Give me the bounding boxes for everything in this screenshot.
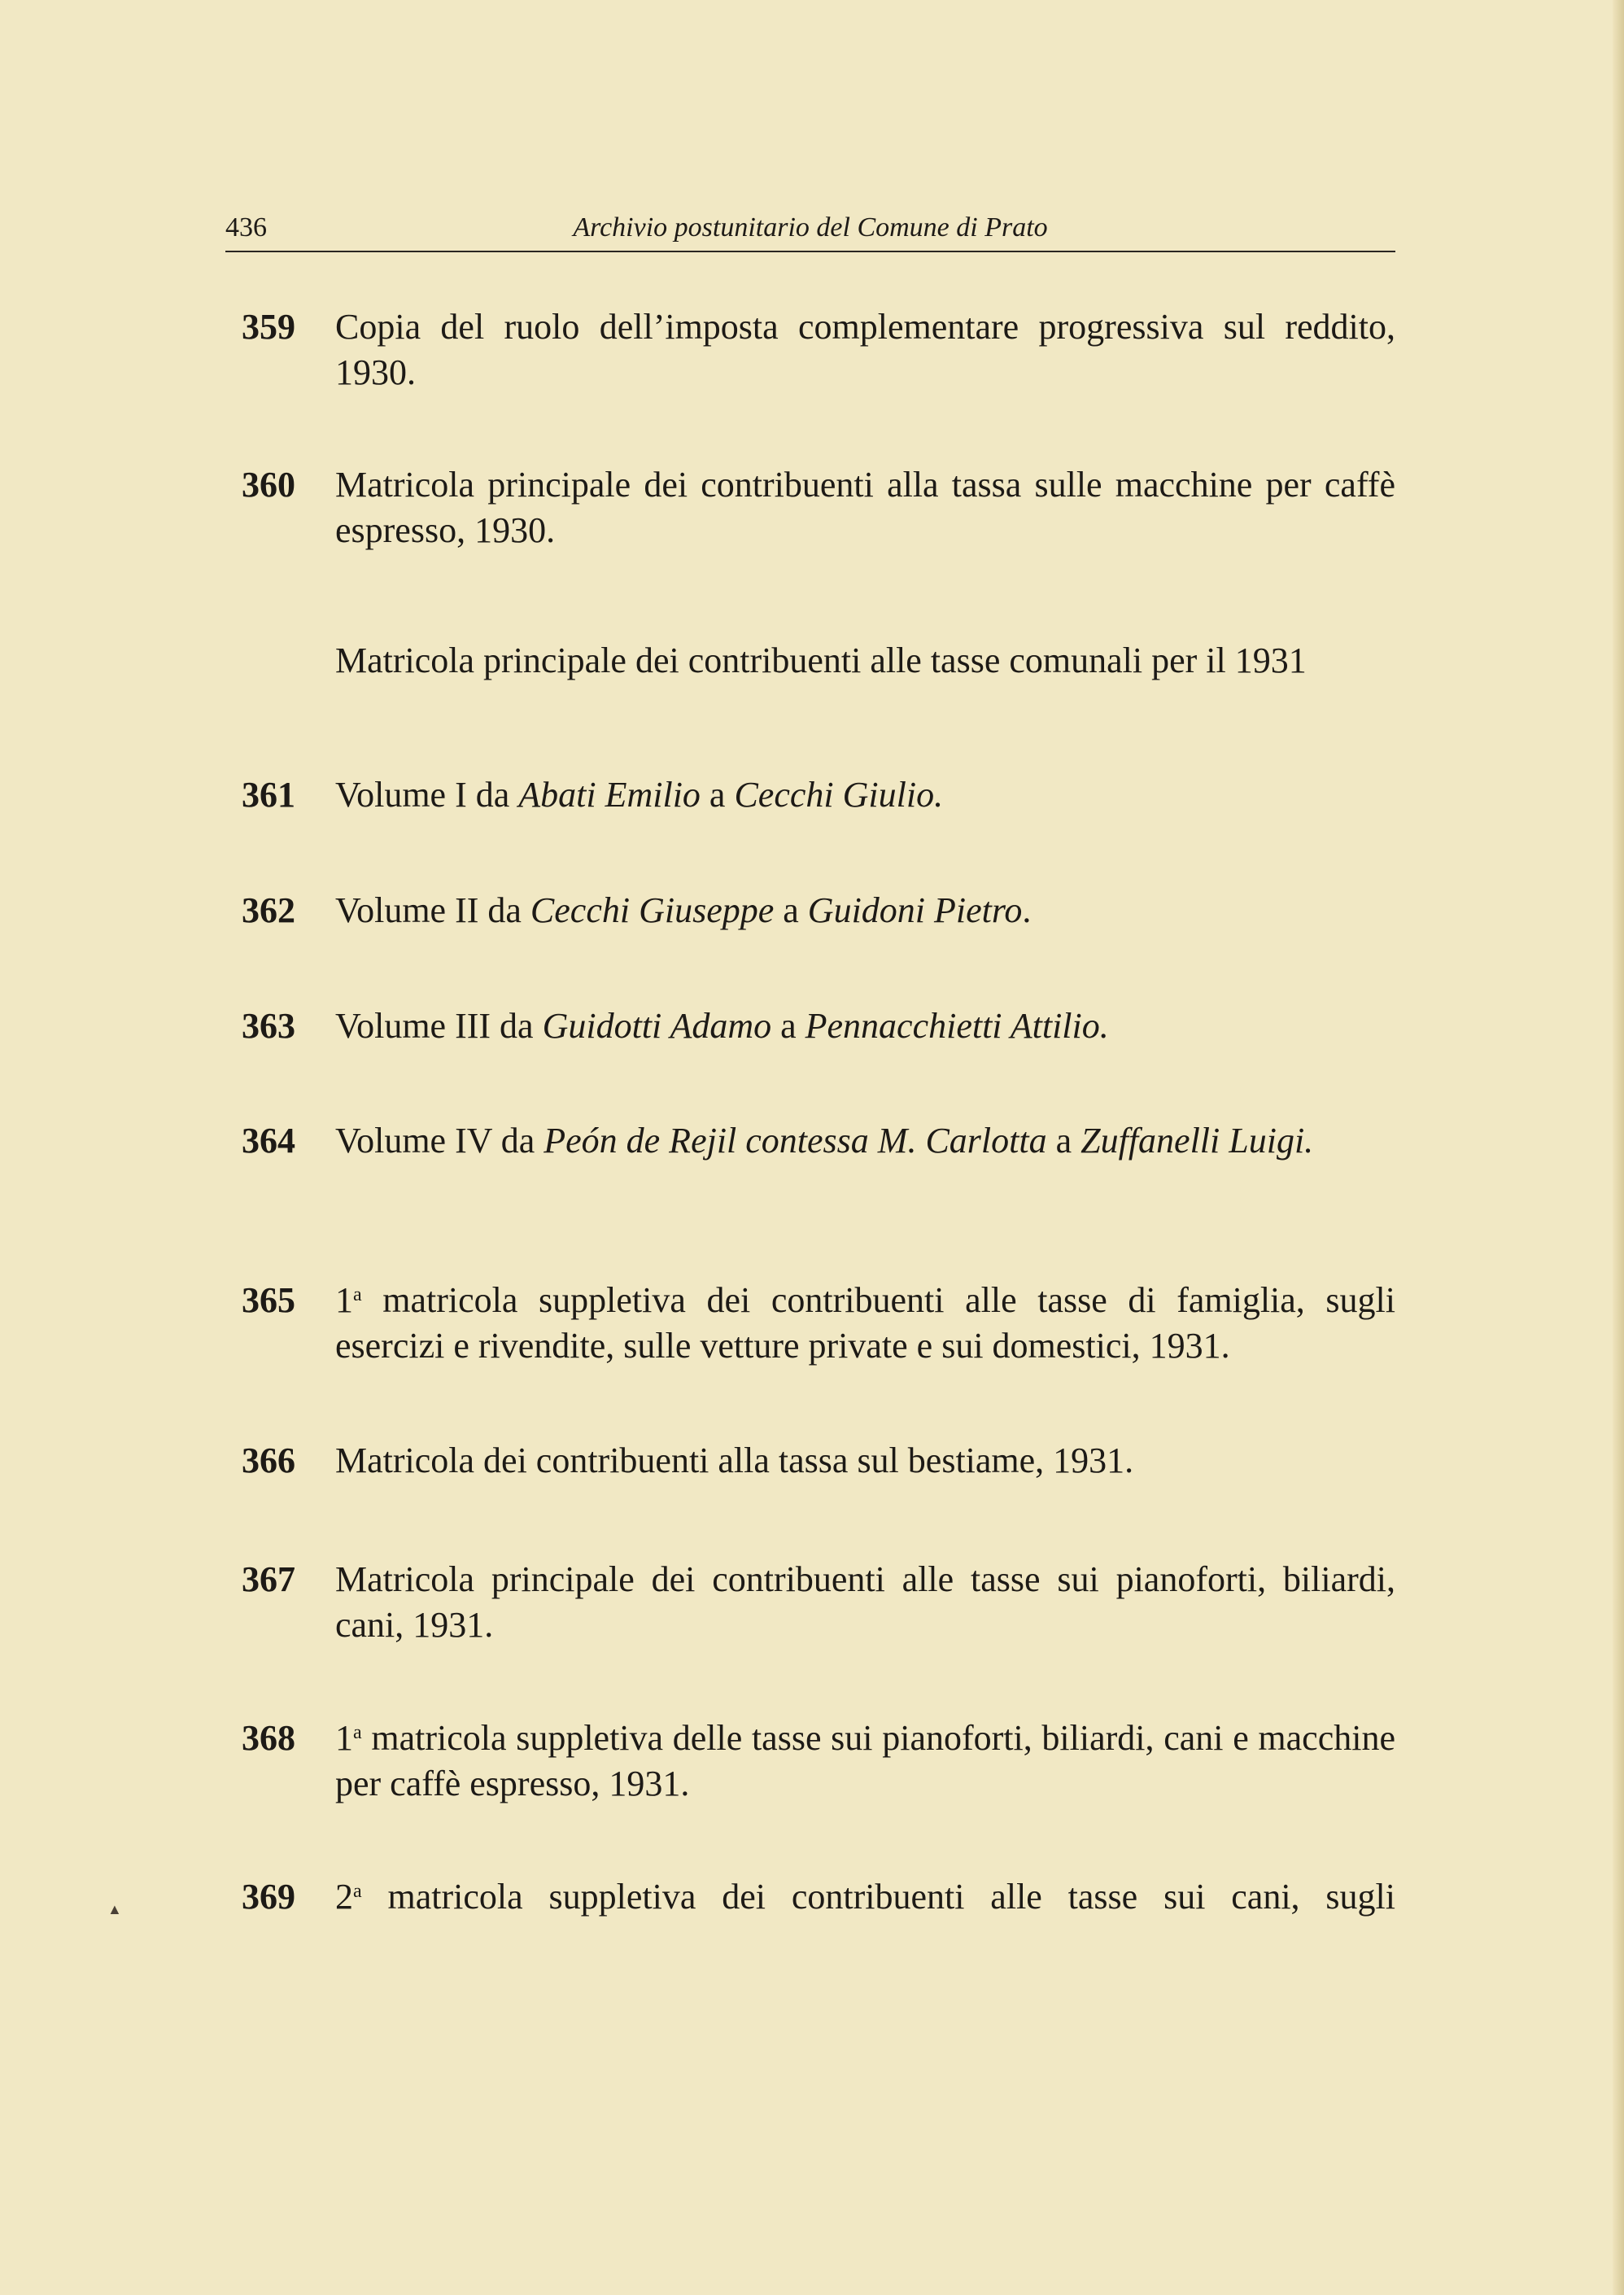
page-number: 436 [225, 212, 267, 243]
entry-from-name: Abati Emilio [518, 775, 701, 815]
running-header [225, 210, 1395, 252]
entry-number: 368 [242, 1718, 295, 1758]
entry-number: 366 [242, 1440, 295, 1480]
entry-text: Matricola principale dei contribuenti alla tassa sulle macchine per caffè espresso, 1930. [335, 465, 1395, 550]
entry-to-name: Pennacchietti Attilio [805, 1006, 1100, 1046]
entry-connector: a [1055, 1121, 1072, 1161]
entry-number: 361 [242, 775, 295, 815]
entry-ordinal-sup: a [353, 1881, 362, 1902]
entry-connector: a [783, 890, 799, 930]
entry-text [335, 1278, 1395, 1369]
entry-text [335, 1716, 1395, 1807]
entry-connector: a [780, 1006, 797, 1046]
entry-prefix: Volume IV da [335, 1121, 535, 1161]
entry-from-name: Peón de Rejil contessa M. Carlotta [544, 1121, 1047, 1161]
entry-suffix: . [1304, 1121, 1314, 1161]
entry-prefix: Volume I da [335, 775, 510, 815]
entry-text: Matricola dei contribuenti alla tassa sul bestiame, 1931. [335, 1440, 1134, 1480]
entry-number: 369 [242, 1877, 295, 1917]
entry-text: Copia del ruolo dell’imposta complementare progressiva sul reddito, 1930. [335, 307, 1395, 392]
entry-text [335, 888, 1395, 933]
entry-body: matricola suppletiva delle tasse sui pianoforti, biliardi, cani e macchine per caffè espresso, 1931. [335, 1718, 1395, 1803]
entry-number: 362 [242, 890, 295, 930]
entry-body: matricola suppletiva dei contribuenti alle tasse sui cani, sugli [387, 1877, 1395, 1917]
entry-to-name: Guidoni Pietro [807, 890, 1023, 930]
entry-suffix: . [1022, 890, 1032, 930]
entry-ordinal: 1 [335, 1718, 353, 1758]
entry-body: matricola suppletiva dei contribuenti alle tasse di famiglia, sugli esercizi e rivendite, sulle vetture private e sui domestici, 1931. [335, 1280, 1395, 1366]
entry-to-name: Cecchi Giulio [734, 775, 935, 815]
entry-connector: a [709, 775, 726, 815]
entry-to-name: Zuffanelli Luigi [1080, 1121, 1305, 1161]
entry-from-name: Cecchi Giuseppe [530, 890, 775, 930]
entry-suffix: . [1099, 1006, 1109, 1046]
entry-number: 364 [242, 1121, 295, 1161]
group-heading: Matricola principale dei contribuenti alle tasse comunali per il 1931 [335, 640, 1307, 680]
entry-text: Matricola principale dei contribuenti alle tasse sui pianoforti, biliardi, cani, 1931. [335, 1559, 1395, 1645]
entry-from-name: Guidotti Adamo [542, 1006, 772, 1046]
running-title: Archivio postunitario del Comune di Prato [573, 212, 1048, 243]
entry-suffix: . [934, 775, 944, 815]
entry-number: 365 [242, 1280, 295, 1320]
entry-number: 359 [242, 307, 295, 347]
entry-ordinal-sup: a [353, 1284, 362, 1305]
entry-ordinal: 2 [335, 1877, 353, 1917]
entry-text [335, 772, 1395, 818]
entry-text [335, 1118, 1395, 1164]
entry-text [335, 1003, 1395, 1049]
entry-prefix: Volume II da [335, 890, 522, 930]
entry-number: 367 [242, 1559, 295, 1599]
entry-ordinal-sup: a [353, 1722, 362, 1743]
entry-number: 363 [242, 1006, 295, 1046]
entry-number: 360 [242, 465, 295, 505]
stray-mark: ▲ [107, 1901, 122, 1917]
page-edge [1613, 0, 1624, 2295]
entry-prefix: Volume III da [335, 1006, 534, 1046]
entry-text [335, 1874, 1395, 1920]
entry-ordinal: 1 [335, 1280, 353, 1320]
